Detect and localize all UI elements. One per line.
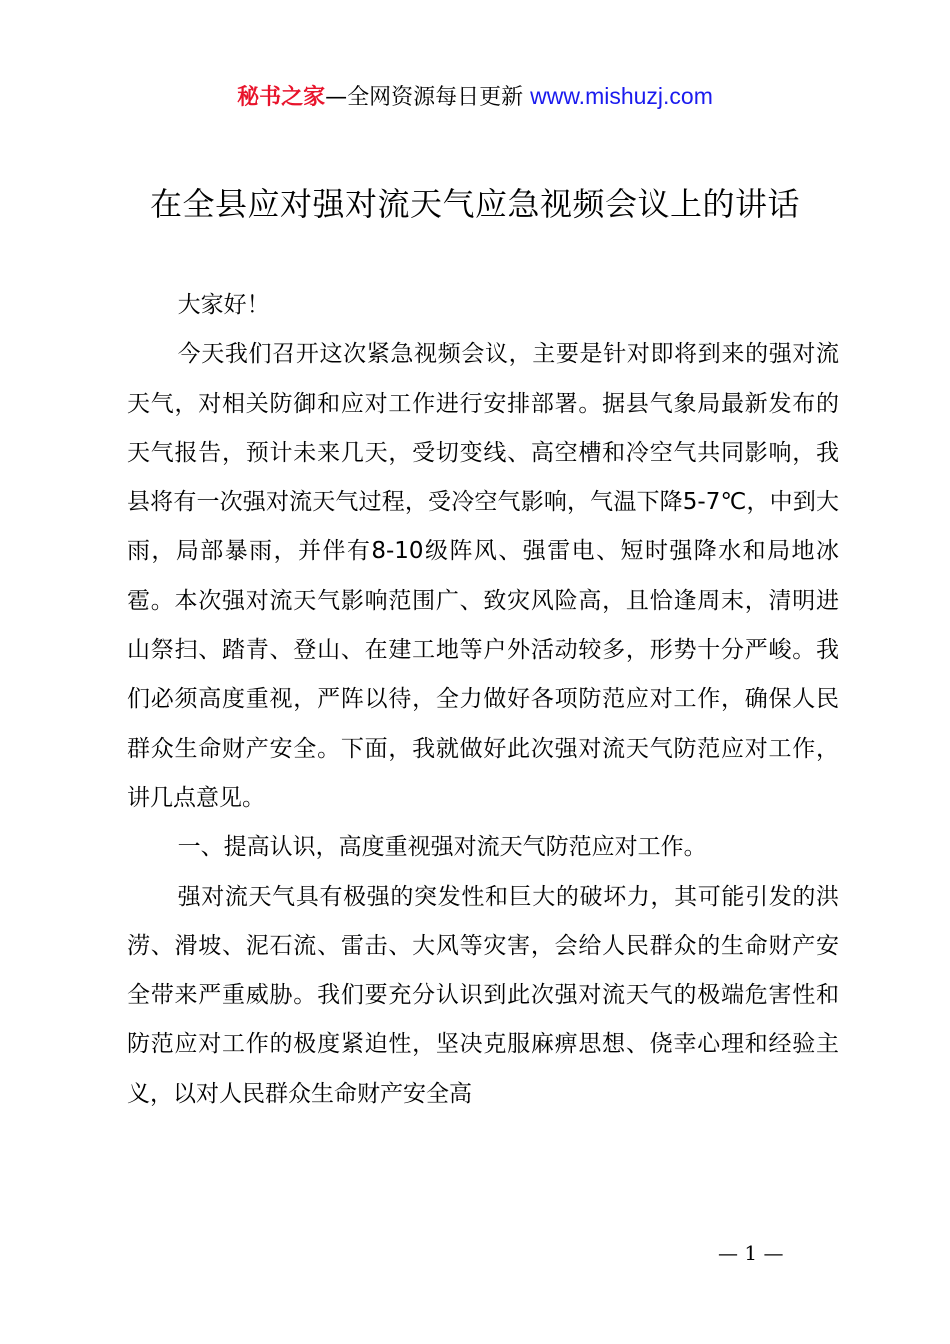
greeting-paragraph: 大家好！ [177,292,270,318]
document-body [127,281,839,1119]
section-paragraph: 强对流天气具有极强的突发性和巨大的破坏力，其可能引发的洪涝、滑坡、泥石流、雷击、大风等灾害，会给人民群众的生命财产安全带来严重威胁。我们要充分认识到此次强对流天气的极端危害性和防范应对工作的极度紧迫性，坚决克服麻痹思想、侥幸心理和经验主义，以对人民群众生命财产安全高 [127,883,839,1107]
document-title: 在全县应对强对流天气应急视频会议上的讲话 [149,185,800,223]
site-url-link[interactable]: www.mishuzj.com [530,83,713,109]
intro-paragraph: 今天我们召开这次紧急视频会议，主要是针对即将到来的强对流天气，对相关防御和应对工作进行安排部署。据县气象局最新发布的天气报告，预计未来几天，受切变线、高空槽和冷空气共同影响，我县将有一次强对流天气过程，受冷空气影响，气温下降5-7℃，中到大雨，局部暴雨，并伴有8-10级阵风、强雷电、短时强降水和局地冰雹。本次强对流天气影响范围广、致灾风险高，且恰逢周末，清明进山祭扫、踏青、登山、在建工地等户外活动较多，形势十分严峻。我们必须高度重视，严阵以待，全力做好各项防范应对工作，确保人民群众生命财产安全。下面，我就做好此次强对流天气防范应对工作，讲几点意见。 [127,341,839,811]
section-heading: 一、提高认识，高度重视强对流天气防范应对工作。 [177,834,707,861]
header-tagline: —全网资源每日更新 [325,85,531,110]
page-number: — 1 — [718,1241,784,1265]
site-header [0,80,950,114]
brand-name: 秘书之家 [237,85,326,110]
